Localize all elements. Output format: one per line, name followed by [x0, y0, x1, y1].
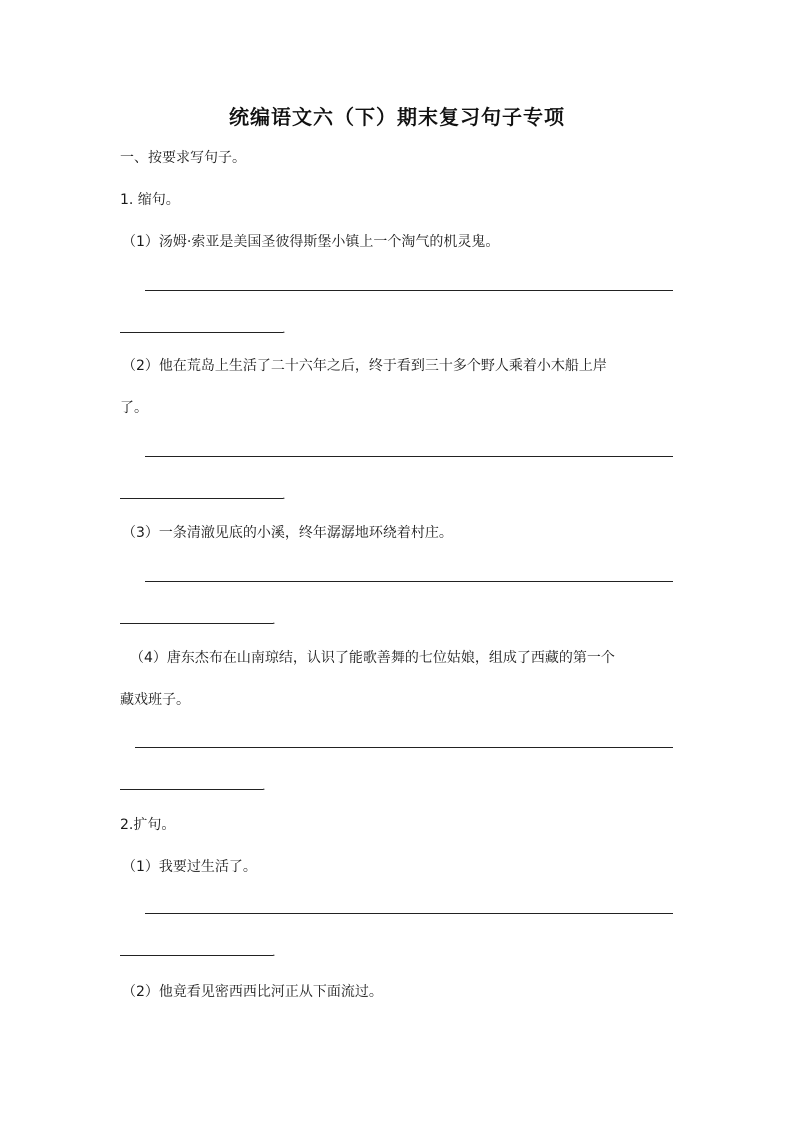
- question-2-1: [122, 857, 257, 877]
- question-text: 他竟看见密西西比河正从下面流过。: [158, 984, 383, 1000]
- question-1-3: [122, 523, 453, 543]
- question-number: （2）: [122, 358, 159, 374]
- answer-line[interactable]: [145, 456, 673, 457]
- question-number: （3）: [122, 525, 159, 541]
- answer-line-short[interactable]: [120, 789, 263, 790]
- answer-line[interactable]: [145, 581, 673, 582]
- answer-end-mark: .: [272, 946, 276, 959]
- question-1-4: [130, 648, 615, 668]
- question-1-2-continuation: 了。: [120, 400, 148, 416]
- question-2-2: [122, 982, 383, 1002]
- answer-end-mark: .: [262, 780, 266, 793]
- question-text: 他在荒岛上生活了二十六年之后，终于看到三十多个野人乘着小木船上岸: [158, 358, 607, 374]
- question-number: （2）: [122, 984, 159, 1000]
- answer-end-mark: .: [272, 614, 276, 627]
- page-title: 统编语文六（下）期末复习句子专项: [229, 105, 565, 129]
- question-text: 一条清澈见底的小溪，终年潺潺地环绕着村庄。: [158, 525, 453, 541]
- answer-line-short[interactable]: [120, 332, 283, 333]
- answer-line[interactable]: [135, 747, 673, 748]
- question-1-1: [122, 232, 499, 252]
- question-text: 唐东杰布在山南琼结，认识了能歌善舞的七位姑娘，组成了西藏的第一个: [166, 650, 615, 666]
- answer-line[interactable]: [145, 290, 673, 291]
- question-text: 汤姆·索亚是美国圣彼得斯堡小镇上一个淘气的机灵鬼。: [158, 234, 500, 250]
- question-number: （1）: [122, 234, 159, 250]
- answer-line[interactable]: [145, 913, 673, 914]
- part-label-condense: 1. 缩句。: [120, 192, 180, 208]
- question-number: （1）: [122, 859, 159, 875]
- answer-line-short[interactable]: [120, 623, 273, 624]
- part-label-expand: 2.扩句。: [120, 817, 176, 833]
- question-1-2: [122, 356, 607, 376]
- question-text: 我要过生活了。: [158, 859, 257, 875]
- question-number: （4）: [130, 650, 167, 666]
- answer-line-short[interactable]: [120, 498, 283, 499]
- answer-end-mark: .: [282, 323, 286, 336]
- section-heading: 一、按要求写句子。: [120, 150, 246, 166]
- answer-line-short[interactable]: [120, 955, 273, 956]
- question-1-4-continuation: 藏戏班子。: [120, 692, 190, 708]
- answer-end-mark: .: [282, 489, 286, 502]
